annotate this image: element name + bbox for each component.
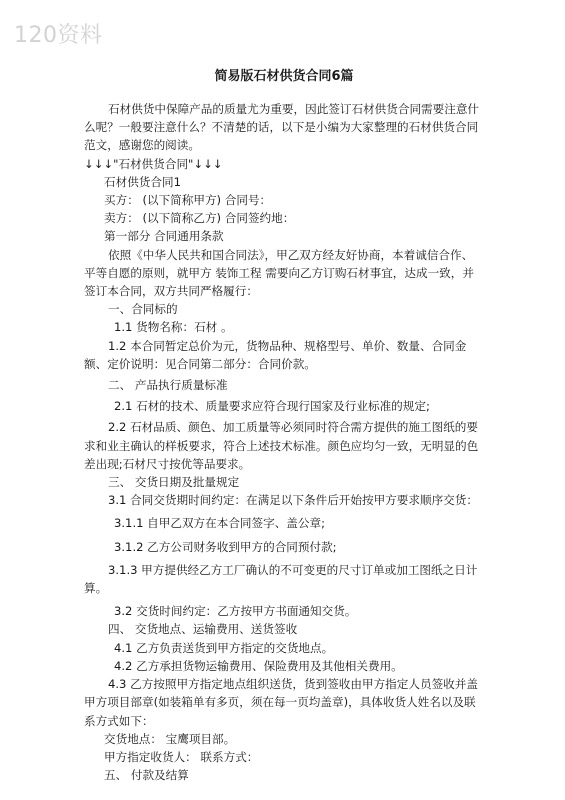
section-heading: 四、 交货地点、运输费用、送货签收: [108, 622, 298, 637]
clause: 4.1 乙方负责送货到甲方指定的交货地点。: [114, 640, 334, 655]
intro-paragraph: 石材供货中保障产品的质量尤为重要，因此签订石材供货合同需要注意什么呢？一般要注意什么？不清楚的话，以下是小编为大家整理的石材供货合同范文，感谢您的阅读。: [84, 102, 480, 153]
arrow-heading: ↓↓↓"石材供货合同"↓↓↓: [84, 156, 223, 171]
clause: 3.1.3 甲方提供经乙方工厂确认的不可变更的尺寸订单或加工图纸之日计算。: [84, 562, 478, 596]
clause: 2.1 石材的技术、质量要求应符合现行国家及行业标准的规定;: [114, 399, 430, 414]
buyer-line: 买方： (以下简称甲方) 合同号：: [104, 193, 272, 208]
clause: 3.1 合同交货期时间约定：在满足以下条件后开始按甲方要求顺序交货：: [108, 493, 478, 508]
section-heading: 一、合同标的: [108, 302, 178, 317]
document-body: [84, 68, 484, 784]
preamble-paragraph: 依照《中华人民共和国合同法》，甲乙双方经友好协商，本着诚信合作、平等自愿的原则，就甲方 装饰工程 需要向乙方订购石材事宜，达成一致，并签订本合同，双方共同严格履行：: [84, 247, 474, 299]
clause: 3.1.1 自甲乙双方在本合同签字、盖公章;: [114, 516, 325, 531]
clause: 4.3 乙方按照甲方指定地点组织送货，货到签收由甲方指定人员签收并盖甲方项目部章(如装箱单有多页，须在每一页均盖章)，具体收货人姓名以及联系方式如下：: [84, 677, 478, 728]
section-heading: 三、 交货日期及批量规定: [108, 475, 240, 490]
section-heading: 五、 付款及结算: [104, 768, 189, 783]
clause: 2.2 石材品质、颜色、加工质量等必须同时符合需方提供的施工图纸的要求和业主确认的样板要求，符合上述技术标准。颜色应均匀一致，无明显的色差出现;石材尺寸按优等品要求。: [84, 420, 479, 471]
page-title: 简易版石材供货合同6篇: [214, 69, 354, 84]
clause: 3.2 交货时间约定：乙方按甲方书面通知交货。: [114, 604, 357, 619]
clause: 4.2 乙方承担货物运输费用、保险费用及其他相关费用。: [114, 658, 403, 673]
seller-line: 卖方： (以下简称乙方) 合同签约地：: [104, 211, 295, 226]
clause: 3.1.2 乙方公司财务收到甲方的合同预付款;: [114, 539, 337, 554]
clause: 1.2 本合同暂定总价为元，货物品种、规格型号、单价、数量、合同金额、定价说明：见合同第二部分：合同价款。: [84, 338, 467, 371]
contract-title: 石材供货合同1: [104, 174, 181, 189]
delivery-place-line: 交货地点： 宝鹰项目部。: [104, 731, 236, 746]
part-heading: 第一部分 合同通用条款: [104, 229, 224, 244]
clause: 1.1 货物名称：石材 。: [114, 320, 233, 335]
watermark-logo: 120资料: [14, 23, 103, 48]
section-heading: 二、 产品执行质量标准: [108, 378, 228, 393]
receiver-line: 甲方指定收货人： 联系方式：: [104, 749, 259, 764]
